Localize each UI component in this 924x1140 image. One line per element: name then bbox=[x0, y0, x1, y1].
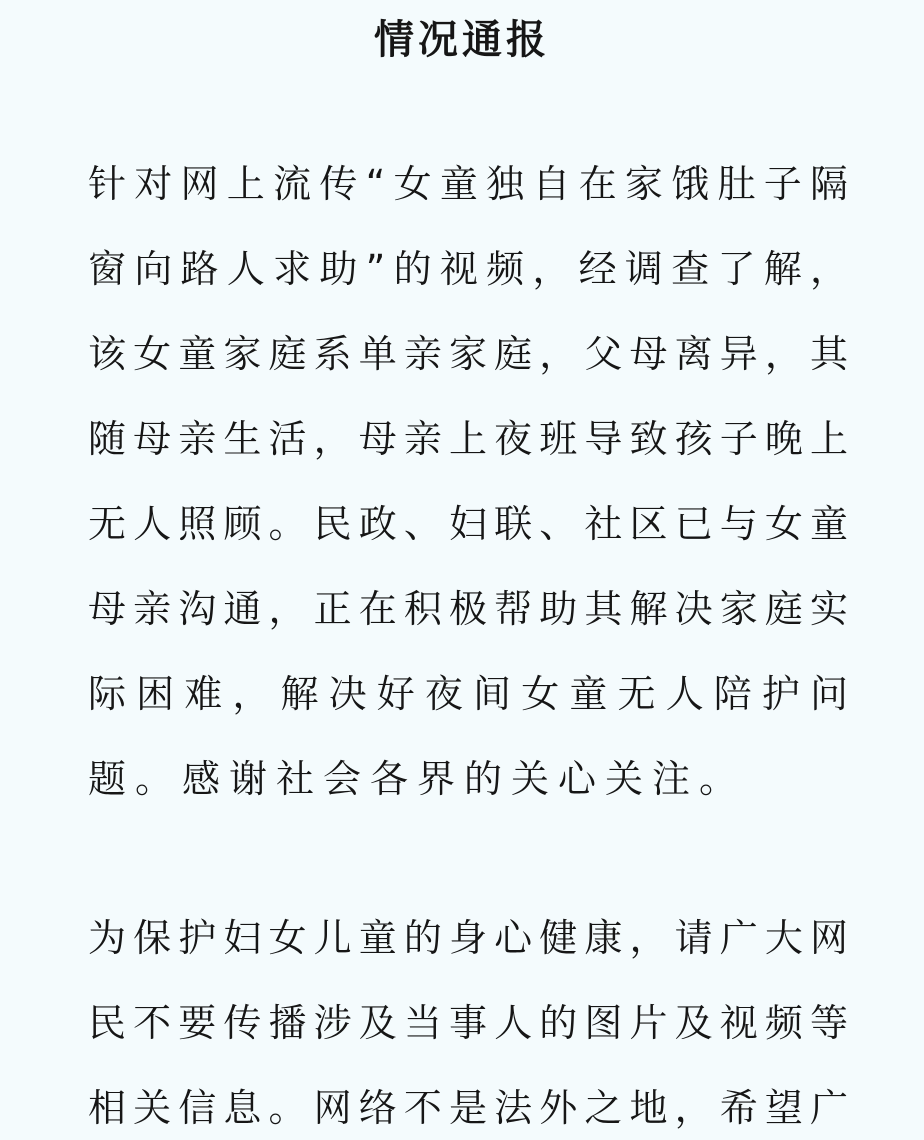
paragraph-1-line: 随母亲生活，母亲上夜班导致孩子晚上 bbox=[88, 417, 848, 461]
paragraph-1-last-line: 题。感谢社会各界的关心关注。 bbox=[88, 757, 747, 801]
paragraph-1-line: 无人照顾。民政、妇联、社区已与女童 bbox=[88, 502, 848, 546]
paragraph-1-line: 际困难，解决好夜间女童无人陪护问 bbox=[88, 672, 848, 716]
paragraph-1-line: 窗向路人求助”的视频，经调查了解， bbox=[88, 247, 848, 291]
paragraph-1-line: 针对网上流传“女童独自在家饿肚子隔 bbox=[88, 162, 848, 206]
document-title: 情况通报 bbox=[374, 17, 550, 63]
paragraph-2-line: 民不要传播涉及当事人的图片及视频等 bbox=[88, 1001, 848, 1045]
paragraph-1-line: 该女童家庭系单亲家庭，父母离异，其 bbox=[88, 332, 848, 376]
paragraph-1-line: 母亲沟通，正在积极帮助其解决家庭实 bbox=[88, 587, 848, 631]
paragraph-2-line: 相关信息。网络不是法外之地，希望广 bbox=[88, 1086, 848, 1130]
paragraph-2-line: 为保护妇女儿童的身心健康，请广大网 bbox=[88, 916, 848, 960]
